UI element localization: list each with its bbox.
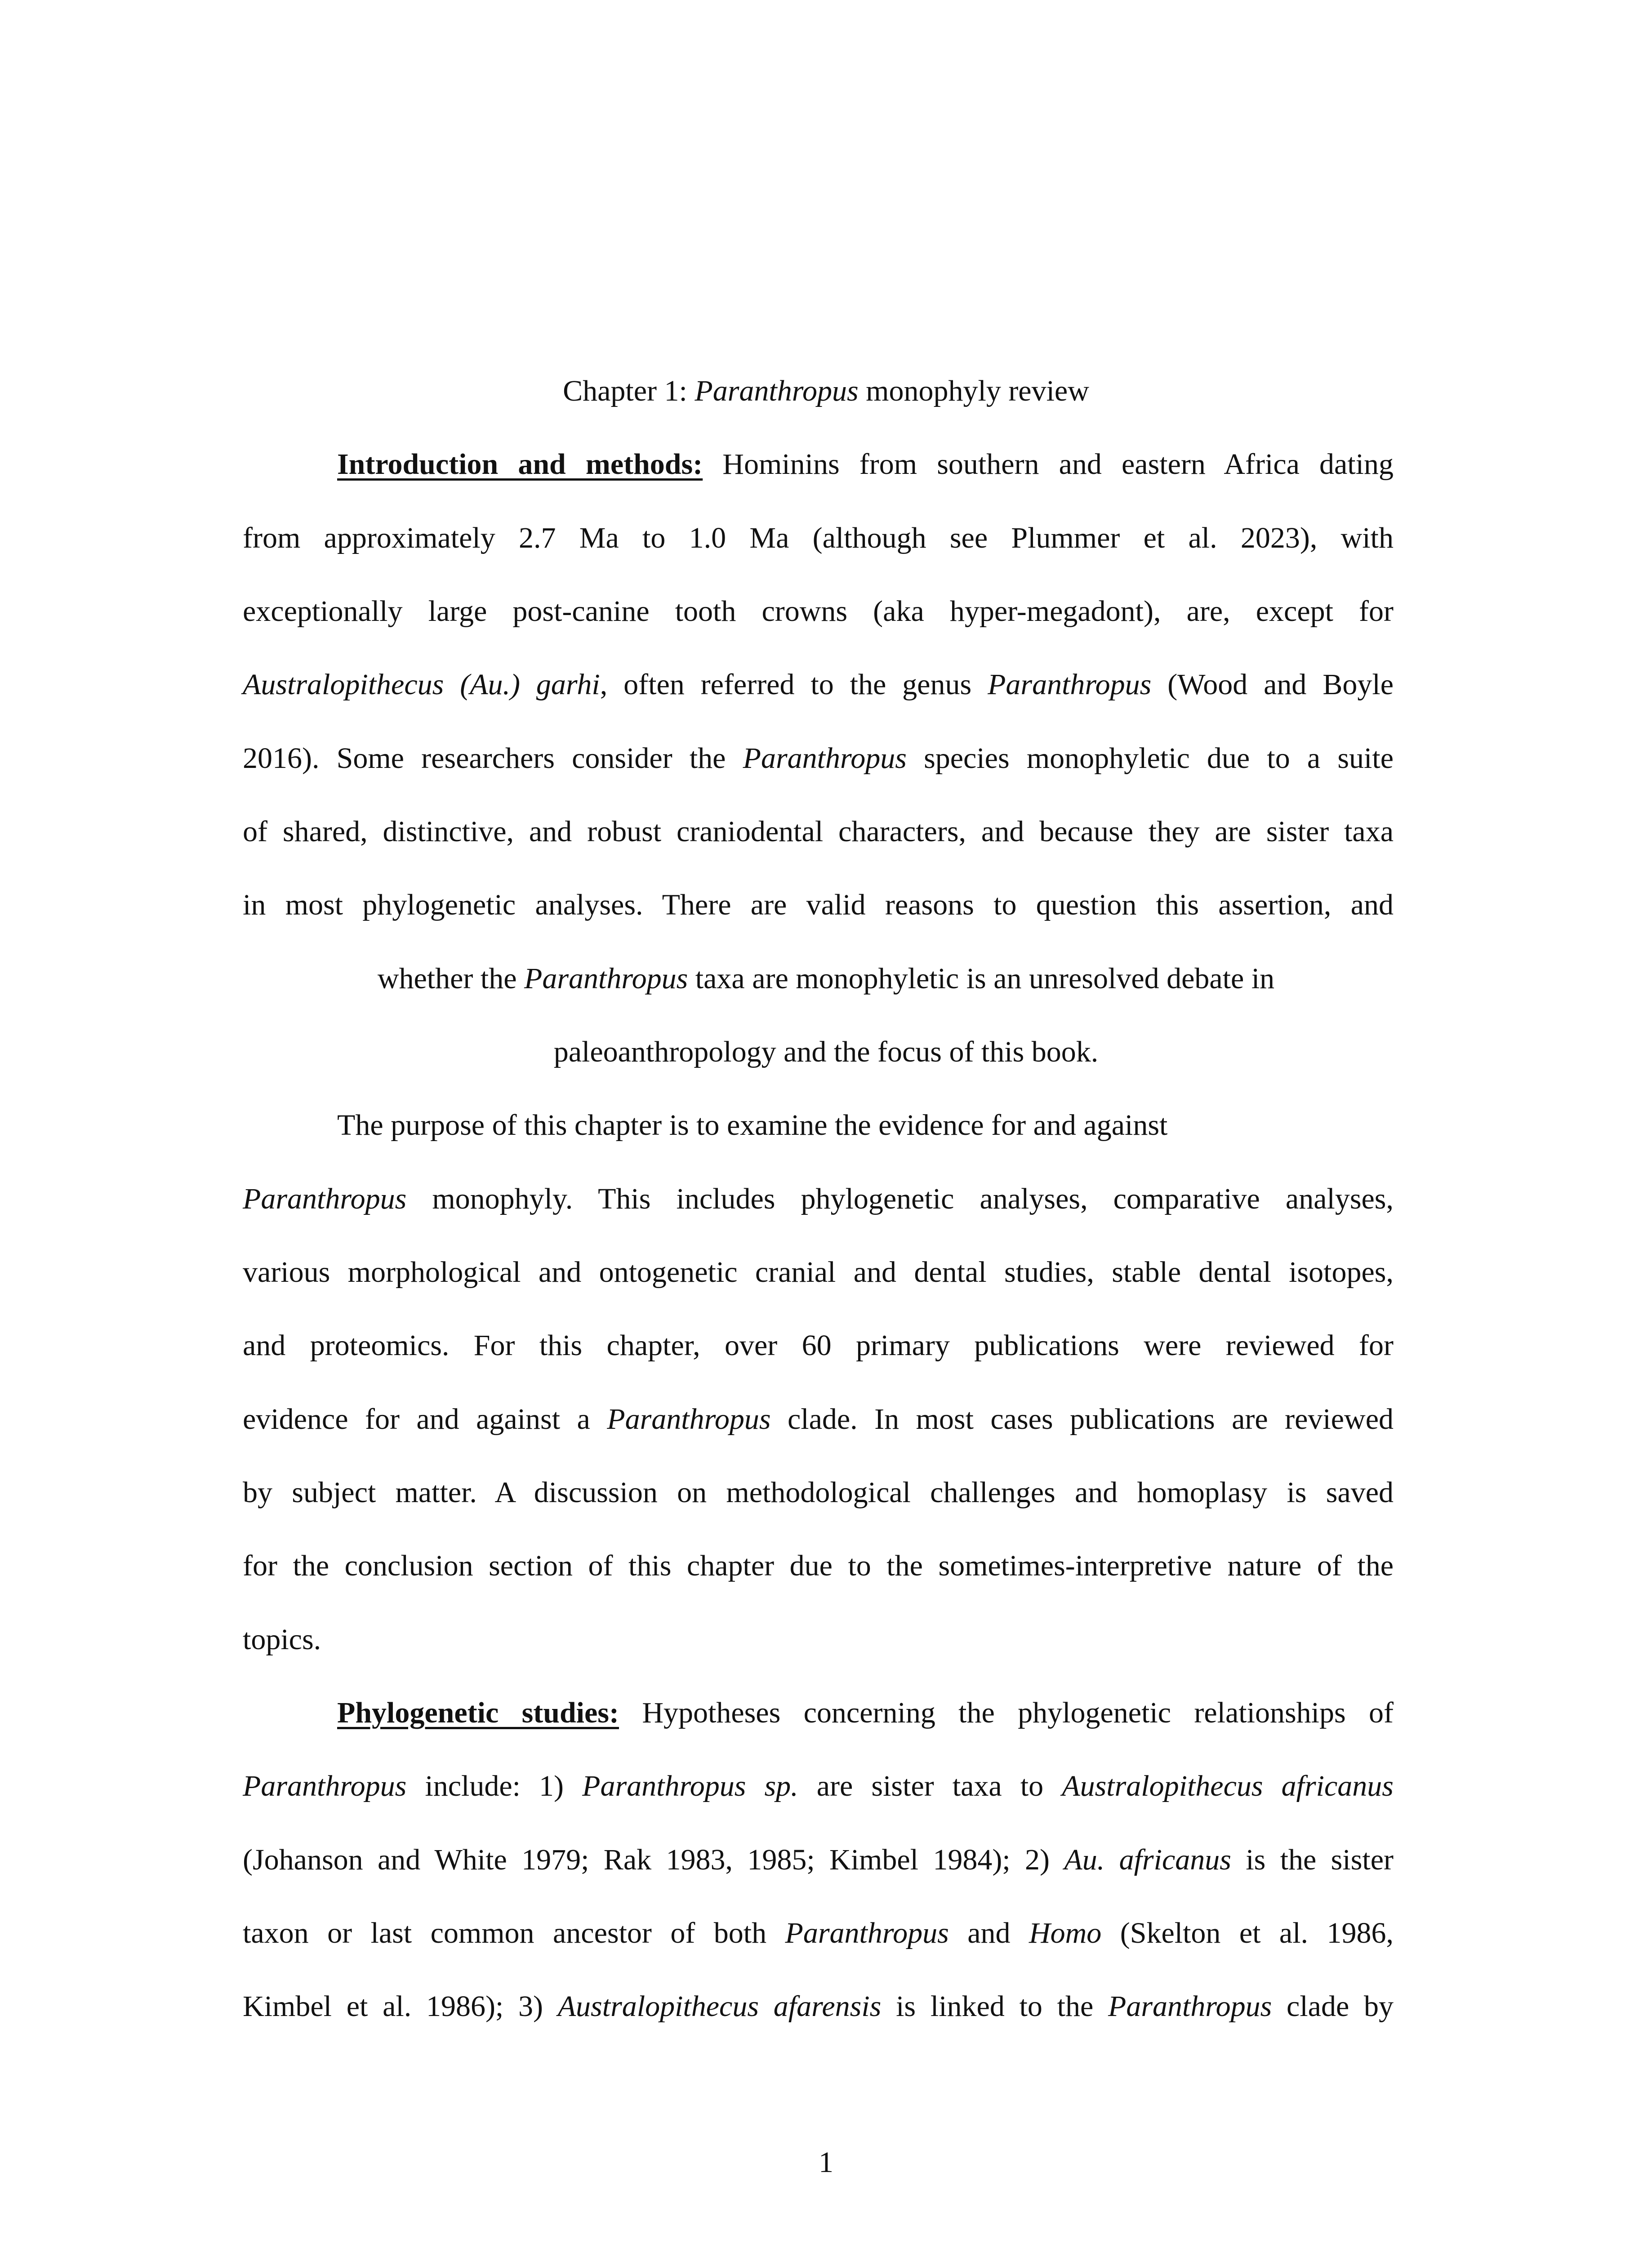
purpose-line-2 (243, 1181, 1394, 1217)
phylo-africanus-3: Au. africanus (1064, 1843, 1231, 1876)
intro-line-9 (0, 1034, 1652, 1070)
phylo-line-1 (337, 1695, 1394, 1731)
phylo-line-4 (243, 1915, 1394, 1951)
intro-line-7 (243, 887, 1394, 923)
phylo-genus-4: Paranthropus (785, 1917, 949, 1949)
intro-italic-garhi: Australopithecus (Au.) garhi (243, 668, 600, 701)
phylo-text-2a: include: 1) (406, 1770, 583, 1802)
phylo-homo-4: Homo (1029, 1917, 1102, 1949)
phylo-line-3 (243, 1842, 1394, 1878)
chapter-title-suffix: monophyly review (858, 375, 1089, 407)
phylo-text-5b: is linked to the (881, 1990, 1109, 2023)
intro-heading: Introduction and methods: (337, 448, 703, 481)
phylo-afarensis-5: Australopithecus afarensis (557, 1990, 882, 2023)
purpose-line-4 (243, 1328, 1394, 1364)
phylo-text-5c: clade by (1272, 1990, 1394, 2023)
phylo-genus-2: Paranthropus (243, 1770, 407, 1802)
phylo-text-4c: (Skelton et al. 1986, (1101, 1917, 1394, 1949)
intro-line-3 (243, 593, 1394, 629)
intro-text-8a: whether the (377, 962, 525, 995)
phylo-text-4a: taxon or last common ancestor of both (243, 1917, 785, 1949)
intro-line-2 (243, 520, 1394, 556)
intro-text-6: of shared, distinctive, and robust craniodental characters, and because they are sister taxa (243, 815, 1394, 848)
purpose-text-7: for the conclusion section of this chapter due to the sometimes-interpretive nature of the (243, 1549, 1394, 1582)
purpose-text-8: topics. (243, 1623, 321, 1656)
purpose-text-5b: clade. In most cases publications are reviewed (770, 1403, 1394, 1436)
purpose-line-8 (243, 1622, 1394, 1658)
intro-line-6 (243, 814, 1394, 850)
chapter-title-genus: Paranthropus (695, 375, 859, 407)
phylo-species-2: Paranthropus sp. (582, 1770, 798, 1802)
phylo-text-3b: is the sister (1231, 1843, 1394, 1876)
purpose-text-4: and proteomics. For this chapter, over 60 primary publications were reviewed for (243, 1329, 1394, 1362)
phylo-genus-5: Paranthropus (1108, 1990, 1272, 2023)
purpose-text-2: monophyly. This includes phylogenetic analyses, comparative analyses, (406, 1182, 1394, 1215)
phylo-line-2 (243, 1768, 1394, 1804)
intro-text-1: Hominins from southern and eastern Africa dating (703, 448, 1394, 481)
purpose-line-7 (243, 1548, 1394, 1584)
intro-line-4 (243, 667, 1394, 703)
phylo-africanus-2: Australopithecus africanus (1062, 1770, 1394, 1802)
purpose-line-1 (337, 1107, 1394, 1143)
intro-text-7: in most phylogenetic analyses. There are valid reasons to question this assertion, and (243, 888, 1394, 921)
intro-text-4a: , often referred to the genus (600, 668, 988, 701)
intro-text-3: exceptionally large post-canine tooth crowns (aka hyper-megadont), are, except for (243, 595, 1394, 628)
intro-text-5a: 2016). Some researchers consider the (243, 742, 743, 775)
purpose-genus-2: Paranthropus (243, 1182, 407, 1215)
intro-genus-5: Paranthropus (743, 742, 907, 775)
chapter-title-prefix: Chapter 1: (563, 375, 695, 407)
intro-text-8b: taxa are monophyletic is an unresolved debate in (688, 962, 1275, 995)
page-number: 1 (819, 2146, 833, 2179)
purpose-text-5a: evidence for and against a (243, 1403, 607, 1436)
phylo-text-1: Hypotheses concerning the phylogenetic relationships of (619, 1696, 1394, 1729)
purpose-line-5 (243, 1401, 1394, 1437)
phylo-text-4b: and (948, 1917, 1029, 1949)
intro-line-1 (337, 446, 1394, 482)
intro-line-8 (0, 961, 1652, 997)
intro-text-5b: species monophyletic due to a suite (906, 742, 1394, 775)
intro-genus-4: Paranthropus (988, 668, 1152, 701)
purpose-genus-5: Paranthropus (607, 1403, 771, 1436)
phylo-text-2b: are sister taxa to (798, 1770, 1062, 1802)
phylo-text-3a: (Johanson and White 1979; Rak 1983, 1985; Kimbel 1984); 2) (243, 1843, 1064, 1876)
phylo-line-5 (243, 1989, 1394, 2025)
intro-genus-8: Paranthropus (524, 962, 688, 995)
purpose-text-3: various morphological and ontogenetic cranial and dental studies, stable dental isotopes, (243, 1256, 1394, 1289)
phylo-heading: Phylogenetic studies: (337, 1696, 619, 1729)
phylo-text-5a: Kimbel et al. 1986); 3) (243, 1990, 558, 2023)
purpose-text-1: The purpose of this chapter is to examine the evidence for and against (337, 1109, 1168, 1142)
intro-text-2: from approximately 2.7 Ma to 1.0 Ma (although see Plummer et al. 2023), with (243, 522, 1394, 554)
purpose-text-6: by subject matter. A discussion on methodological challenges and homoplasy is saved (243, 1476, 1394, 1509)
intro-text-9: paleoanthropology and the focus of this book. (553, 1035, 1099, 1068)
purpose-line-6 (243, 1475, 1394, 1511)
intro-line-5 (243, 740, 1394, 776)
intro-text-4b: (Wood and Boyle (1151, 668, 1394, 701)
chapter-title (0, 373, 1652, 409)
purpose-line-3 (243, 1254, 1394, 1290)
